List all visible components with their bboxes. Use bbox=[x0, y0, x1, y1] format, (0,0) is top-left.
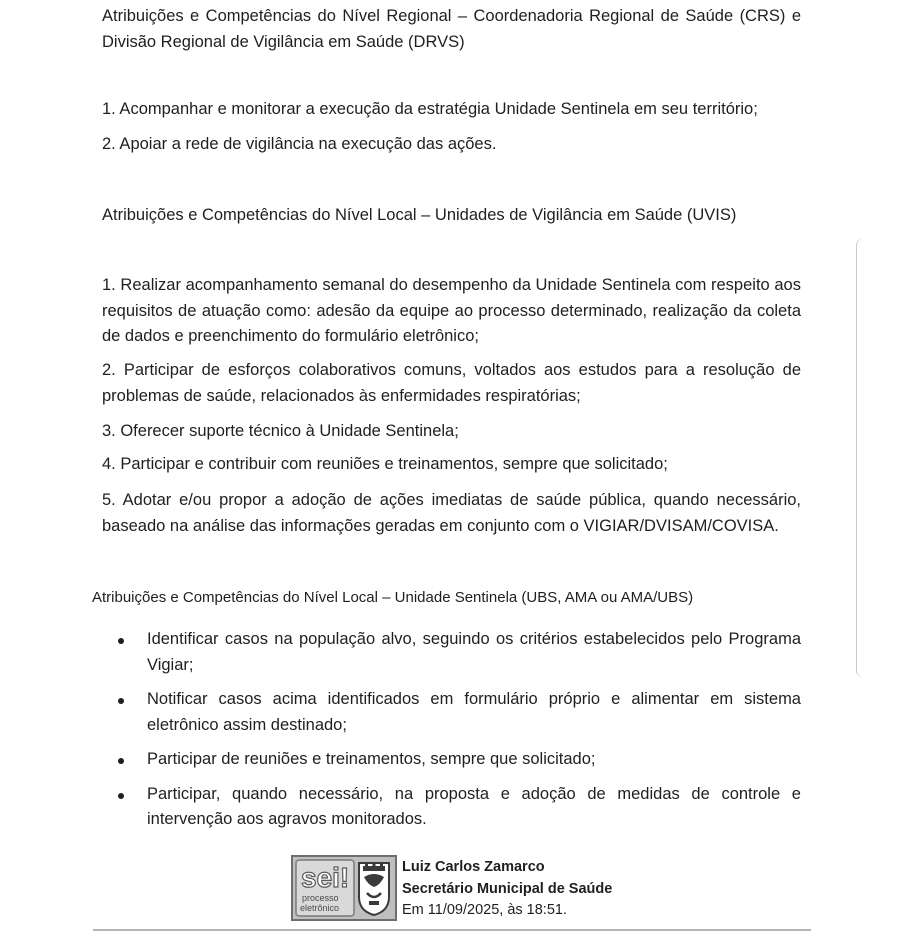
list-item bbox=[102, 782, 801, 833]
signer-role: Secretário Municipal de Saúde bbox=[402, 880, 613, 897]
signature-text bbox=[402, 857, 612, 922]
city-coat-of-arms-icon bbox=[359, 862, 389, 915]
electronic-signature-block bbox=[291, 853, 691, 923]
uvis-item-3: 3. Oferecer suporte técnico à Unidade Sentinela; bbox=[102, 422, 459, 440]
uvis-item-5: 5. Adotar e/ou propor a adoção de ações imediatas de saúde pública, quando necessário, baseado na análise das informações geradas em conjunto com o VIGIAR/DVISAM/COVISA. bbox=[102, 491, 801, 535]
signer-name: Luiz Carlos Zamarco bbox=[402, 859, 545, 875]
svg-text:eletrônico: eletrônico bbox=[300, 903, 340, 913]
sei-logo-icon bbox=[293, 857, 395, 919]
bullet-text: Notificar casos acima identificados em formulário próprio e alimentar em sistema eletrônico assim destinado; bbox=[147, 690, 801, 734]
bullet-text: Participar de reuniões e treinamentos, sempre que solicitado; bbox=[147, 750, 596, 768]
sentinela-heading: Atribuições e Competências do Nível Local – Unidade Sentinela (UBS, AMA ou AMA/UBS) bbox=[92, 589, 694, 606]
uvis-item-1: 1. Realizar acompanhamento semanal do desempenho da Unidade Sentinela com respeito aos requisitos de atuação como: adesão da equipe ao processo determinado, realização da coleta de dados e preenchimento do formulário eletrônico; bbox=[102, 276, 801, 345]
list-item bbox=[102, 687, 801, 738]
bullet-icon bbox=[118, 698, 124, 704]
list-item bbox=[102, 627, 801, 678]
scrollbar-edge[interactable] bbox=[856, 238, 865, 678]
footer-divider bbox=[93, 929, 811, 931]
bullet-icon bbox=[118, 638, 124, 644]
bullet-text: Participar, quando necessário, na proposta e adoção de medidas de controle e intervenção aos agravos monitorados. bbox=[147, 784, 801, 828]
svg-text:processo: processo bbox=[302, 893, 339, 903]
sentinela-bullet-list bbox=[102, 627, 801, 833]
regional-item-2: 2. Apoiar a rede de vigilância na execução das ações. bbox=[102, 135, 497, 153]
bullet-icon bbox=[118, 758, 124, 764]
bullet-icon bbox=[118, 793, 124, 799]
bullet-text: Identificar casos na população alvo, seguindo os critérios estabelecidos pelo Programa Vigiar; bbox=[147, 630, 801, 674]
uvis-item-4: 4. Participar e contribuir com reuniões e treinamentos, sempre que solicitado; bbox=[102, 455, 668, 473]
regional-heading: Atribuições e Competências do Nível Regional – Coordenadoria Regional de Saúde (CRS) e Divisão Regional de Vigilância em Saúde (DRVS) bbox=[102, 7, 801, 51]
svg-text:sei!: sei! bbox=[301, 862, 350, 893]
signature-date: Em 11/09/2025, às 18:51. bbox=[402, 902, 567, 918]
list-item bbox=[102, 747, 801, 773]
sei-logo bbox=[291, 855, 397, 921]
uvis-heading: Atribuições e Competências do Nível Local – Unidades de Vigilância em Saúde (UVIS) bbox=[102, 206, 737, 224]
regional-item-1: 1. Acompanhar e monitorar a execução da estratégia Unidade Sentinela em seu território; bbox=[102, 100, 758, 118]
uvis-item-2: 2. Participar de esforços colaborativos comuns, voltados aos estudos para a resolução de problemas de saúde, relacionados às enfermidades respiratórias; bbox=[102, 361, 801, 405]
